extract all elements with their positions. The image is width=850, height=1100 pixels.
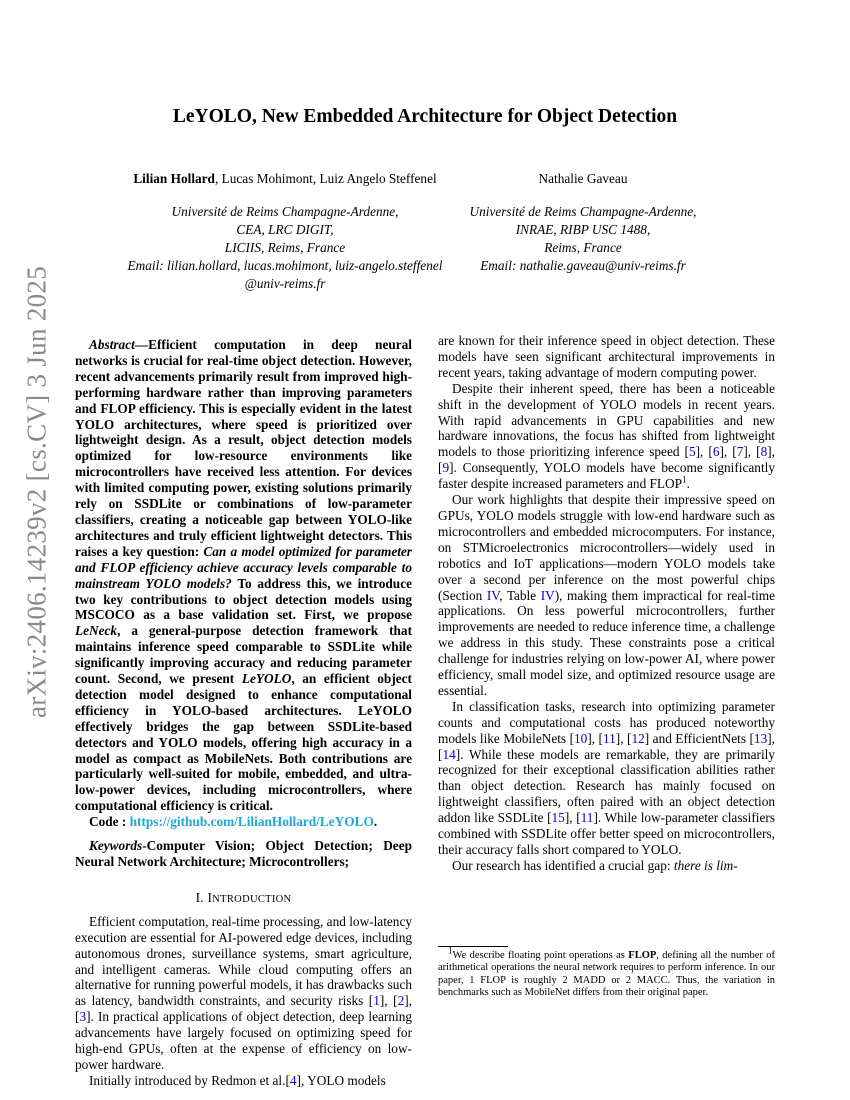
text-run: , a general-purpose detection framework that maintains inference speed comparable to SSDLite while significantly improving accuracy and reducing parameter count. Second, we present xyxy=(75,623,412,687)
italic-text: LeYOLO xyxy=(241,671,292,687)
citation-link[interactable]: 12 xyxy=(631,730,645,746)
italic-text: LeNeck xyxy=(75,623,118,639)
text-run: ], [ xyxy=(438,730,775,762)
citation-link[interactable]: 5 xyxy=(688,444,696,460)
keywords xyxy=(75,838,412,870)
text-run: . xyxy=(373,814,378,830)
citation-link[interactable]: 10 xyxy=(574,730,588,746)
section-heading-introduction xyxy=(75,890,412,908)
text-run: ], [ xyxy=(379,993,398,1009)
text-run: ], [ xyxy=(587,730,603,746)
text-run: ], [ xyxy=(75,993,412,1025)
text-run: -Computer Vision; Object Detection; Deep Neural Network Architecture; Microcontrollers; xyxy=(75,838,412,869)
citation-link[interactable]: 15 xyxy=(551,810,565,826)
paragraph xyxy=(438,492,775,699)
arxiv-identifier: arXiv:2406.14239v2 [cs.CV] 3 Jun 2025 xyxy=(21,265,52,719)
citation-link[interactable]: 14 xyxy=(442,746,456,762)
text-run: ]. While low-parameter classifiers combined with SSDLite offer better speed on microcontrollers, their accuracy falls short compared to YOLO. xyxy=(438,810,776,857)
text-run: In classification tasks, research into optimizing parameter counts and computational costs has produced noteworthy models like MobileNets [ xyxy=(438,698,775,746)
affiliation-line: @univ-reims.fr xyxy=(244,276,326,291)
text-run: , Lucas Mohimont, Luiz Angelo Steffenel xyxy=(214,171,437,186)
right-column xyxy=(438,333,775,874)
text-run: —Efficient computation in deep neural networks is crucial for real-time object detection. However, recent advancements primarily result from improved high-performing hardware rather than improving parameters and FLOP efficiency. This is especially evident in the latest YOLO architectures, where speed is prioritized over lightweight design. As a result, object detection models optimized for low-resource environments like microcontrollers have received less attention. For devices with limited computing power, existing solutions primarily rely on SSDLite or combinations of low-parameter classifiers, creating a noticeable gap between YOLO-like architectures and truly efficient lightweight detectors. This raises a key question: xyxy=(75,337,412,559)
paragraph xyxy=(438,381,775,492)
text-run: ]. While these models are remarkable, they are primarily recognized for their exceptional classification abilities rather than object detection. Research has mainly focused on lightweight classifiers, often paired with an object detection addon like SSDLite [ xyxy=(438,746,775,826)
affiliation-line: Reims, France xyxy=(544,240,622,255)
citation-link[interactable]: IV xyxy=(540,587,555,603)
text-run: ], [ xyxy=(695,444,713,460)
citation-link[interactable]: 7 xyxy=(736,444,744,460)
paper-title: LeYOLO, New Embedded Architecture for Object Detection xyxy=(172,106,678,127)
text-run: , defining all the number of arithmetical operations the neural network requires to perform inference. In our paper, 1 FLOP is roughly 2 MADD or 2 MACC. Thus, the variation in benchmarks such as MobileNet differs from their original paper. xyxy=(438,950,775,998)
footnote-mark: 1 xyxy=(682,474,687,485)
citation-link[interactable]: 8 xyxy=(760,444,768,460)
citation-link[interactable]: 2 xyxy=(397,993,405,1009)
italic-text: Keywords xyxy=(89,838,143,854)
paragraph xyxy=(75,914,412,1073)
section-number: I. xyxy=(195,889,208,905)
text-run: Despite their inherent speed, there has been a noticeable shift in the development of YOLO models in recent years. With rapid advancements in GPU capabilities and new hardware innovations, the focus has shifted from lightweight models to those prioritizing inference speed [ xyxy=(438,380,775,460)
paragraph xyxy=(438,858,775,874)
text-run: ], [ xyxy=(743,444,761,460)
text-run: ], [ xyxy=(719,444,737,460)
text-run: ] and EfficientNets [ xyxy=(644,730,754,746)
citation-link[interactable]: 13 xyxy=(753,730,768,746)
affiliation-line: INRAE, RIBP USC 1488, xyxy=(515,222,651,237)
text-run: ], [ xyxy=(615,730,632,746)
text-run: ], [ xyxy=(564,810,581,826)
text-run: We describe floating point operations as xyxy=(452,950,629,961)
affiliation-right xyxy=(463,203,703,275)
affiliation-left xyxy=(85,203,485,293)
citation-link[interactable]: 9 xyxy=(442,460,450,476)
section-title: INTRODUCTION xyxy=(207,889,292,905)
text-run: ]. Consequently, YOLO models have become significantly faster despite increased parameters and FLOP xyxy=(438,460,775,492)
text-run: , Table xyxy=(499,587,541,603)
paragraph xyxy=(75,1073,412,1089)
italic-text: Abstract xyxy=(89,337,135,352)
author-right: Nathalie Gaveau xyxy=(538,171,628,186)
affiliation-line: Université de Reims Champagne-Ardenne, xyxy=(171,204,399,219)
text-run: ]. In practical applications of object detection, deep learning advancements have largely focused on optimizing speed for high-end GPUs, often at the expense of efficiency on low-power hardware. xyxy=(75,1009,412,1072)
abstract xyxy=(75,337,412,814)
text-run: Our research has identified a crucial gap: xyxy=(452,857,674,873)
text-run: ), making them impractical for real-time applications. On less powerful microcontrollers, further improvements are needed to reduce inference time, a challenge we address in this study. These constraints pose a critical challenge for industries relying on low-power AI, where power efficiency, small model size, and optimized resource usage are essential. xyxy=(438,587,776,698)
paragraph xyxy=(438,699,775,858)
text-run: Efficient computation, real-time processing, and low-latency execution are essential for AI-powered edge devices, including autonomous drones, surveillance systems, smart agriculture, and intelligent cameras. While cloud computing offers an alternative for running powerful models, it has drawbacks such as latency, bandwidth constraints, and security risks [ xyxy=(75,913,412,1009)
citation-link[interactable]: 6 xyxy=(712,444,720,460)
citation-link[interactable]: 3 xyxy=(79,1009,87,1025)
citation-link[interactable]: 11 xyxy=(580,810,594,826)
code-link-line xyxy=(75,814,412,830)
code-url-link[interactable]: https://github.com/LilianHollard/LeYOLO xyxy=(129,814,374,830)
text-run: Our work highlights that despite their impressive speed on GPUs, YOLO models struggle with low-end hardware such as microcontrollers and embedded microcomputers. For instance, on STMicroelectronics microcontrollers—widely used in robotics and IoT applications—modern YOLO models take over a second per inference on the most powerful chips (Section xyxy=(438,492,775,603)
text-run: To address this, we introduce two key contributions to object detection models using MSCOCO as a base validation set. First, we propose xyxy=(75,575,412,623)
footnote xyxy=(438,945,775,999)
text-run: Initially introduced by Redmon et al.[ xyxy=(89,1072,290,1088)
affiliation-line: Email: nathalie.gaveau@univ-reims.fr xyxy=(480,258,686,273)
affiliation-line: CEA, LRC DIGIT, xyxy=(236,222,334,237)
authors-left xyxy=(100,170,470,187)
italic-text: there is lim- xyxy=(673,857,738,873)
citation-link[interactable]: 1 xyxy=(373,993,380,1009)
text-run: . xyxy=(686,476,690,492)
affiliation-line: Email: lilian.hollard, lucas.mohimont, luiz-angelo.steffenel xyxy=(127,258,443,273)
bold-text: FLOP xyxy=(628,950,657,961)
citation-link[interactable]: 11 xyxy=(602,730,616,746)
italic-text: Can a model optimized for parameter and FLOP efficiency achieve accuracy levels comparable to mainstream YOLO models? xyxy=(75,543,412,591)
footnote-mark: 1 xyxy=(448,945,453,956)
paragraph xyxy=(438,333,775,381)
text-run: ], [ xyxy=(438,444,776,476)
citation-link[interactable]: IV xyxy=(486,587,500,603)
text-run: Code : xyxy=(89,814,130,830)
citation-link[interactable]: 4 xyxy=(289,1072,297,1088)
text-run: , an efficient object detection model designed to enhance computational efficiency in YOLO-based architectures. LeYOLO effectively bridges the gap between SSDLite-based detectors and YOLO models, offering high accuracy in a model as compact as MobileNets. Both contributions are particularly well-suited for mobile, embedded, and ultra-low-power devices, including microcontrollers, where computational efficiency is critical. xyxy=(75,671,412,814)
text-run: ], YOLO models xyxy=(296,1072,386,1088)
affiliation-line: LICIIS, Reims, France xyxy=(224,240,346,255)
text-run: are known for their inference speed in object detection. These models have seen significant architectural improvements in recent years, taking advantage of modern computing power. xyxy=(438,333,775,380)
left-column xyxy=(75,337,412,1089)
affiliation-line: Université de Reims Champagne-Ardenne, xyxy=(469,204,697,219)
bold-text: Lilian Hollard xyxy=(133,171,215,186)
